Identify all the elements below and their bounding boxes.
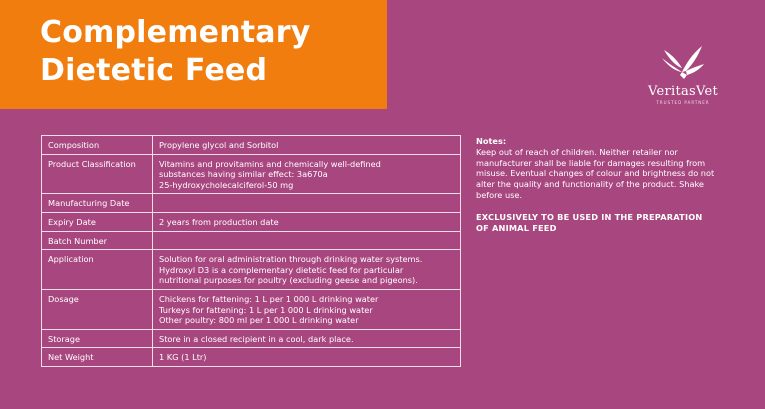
notes-text xyxy=(476,147,738,201)
row-value-line: Turkeys for fattening: 1 L per 1 000 L drinking water xyxy=(159,304,373,315)
table-row xyxy=(42,329,461,348)
row-value xyxy=(153,348,461,367)
row-value xyxy=(153,136,461,155)
row-value xyxy=(153,250,461,290)
row-value-line xyxy=(159,198,454,209)
row-value xyxy=(153,231,461,250)
spec-table xyxy=(41,135,461,367)
row-value-line: 2 years from production date xyxy=(159,216,279,227)
brand-name: VeritasVet xyxy=(647,84,719,99)
exclusive-line: OF ANIMAL FEED xyxy=(476,222,557,233)
row-label: Dosage xyxy=(42,289,153,329)
table-row xyxy=(42,154,461,194)
notes-title: Notes: xyxy=(476,136,507,146)
row-label: Expiry Date xyxy=(42,212,153,231)
row-value-line: 25-hydroxycholecalciferol-50 mg xyxy=(159,179,294,190)
row-label: Manufacturing Date xyxy=(42,194,153,213)
row-value-line: Chickens for fattening: 1 L per 1 000 L drinking water xyxy=(159,293,379,304)
table-row xyxy=(42,348,461,367)
notes-line: manufacturer shall be liable for damages resulting from xyxy=(476,157,706,168)
row-value-line: Propylene glycol and Sorbitol xyxy=(159,140,279,150)
table-row xyxy=(42,212,461,231)
row-value-line: Hydroxyl D3 is a complementary dietetic feed for particular xyxy=(159,264,404,275)
brand-tagline: TRUSTED PARTNER xyxy=(656,100,710,105)
exclusive-use-notice xyxy=(476,212,738,234)
row-value-line: Vitamins and provitamins and chemically well-defined xyxy=(159,158,381,169)
row-value xyxy=(153,289,461,329)
row-label: Composition xyxy=(42,136,153,155)
exclusive-line: EXCLUSIVELY TO BE USED IN THE PREPARATION xyxy=(476,211,703,222)
logo xyxy=(630,44,736,114)
notes-line: alter the quality and functionality of the product. Shake xyxy=(476,179,704,190)
row-value xyxy=(153,212,461,231)
table-row xyxy=(42,289,461,329)
row-value-line: Solution for oral administration through drinking water systems. xyxy=(159,254,423,265)
title-line-1: Complementary xyxy=(40,15,311,50)
row-value-line: Other poultry: 800 ml per 1 000 L drinking water xyxy=(159,315,359,326)
row-label: Application xyxy=(42,250,153,290)
bird-icon xyxy=(660,44,706,82)
notes-panel xyxy=(476,136,738,233)
row-value xyxy=(153,154,461,194)
page-title xyxy=(40,14,387,90)
row-label: Net Weight xyxy=(42,348,153,367)
title-line-2: Dietetic Feed xyxy=(40,53,268,88)
notes-line: misuse. Eventual changes of colour and brightness do not xyxy=(476,168,715,179)
row-value-line: nutritional purposes for poultry (excluding geese and pigeons). xyxy=(159,275,418,286)
row-value-line: substances having similar effect: 3a670a xyxy=(159,169,328,180)
table-row xyxy=(42,194,461,213)
row-value-line: 1 KG (1 Ltr) xyxy=(159,352,207,363)
table-row xyxy=(42,231,461,250)
row-value xyxy=(153,329,461,348)
row-value-line xyxy=(159,236,454,247)
row-label: Batch Number xyxy=(42,231,153,250)
title-banner xyxy=(0,0,387,109)
row-value-line: Store in a closed recipient in a cool, dark place. xyxy=(159,333,354,344)
row-value xyxy=(153,194,461,213)
notes-line: before use. xyxy=(476,189,523,200)
table-row xyxy=(42,250,461,290)
row-label: Product Classification xyxy=(42,154,153,194)
row-label: Storage xyxy=(42,329,153,348)
table-row xyxy=(42,136,461,155)
notes-line: Keep out of reach of children. Neither retailer nor xyxy=(476,146,678,157)
